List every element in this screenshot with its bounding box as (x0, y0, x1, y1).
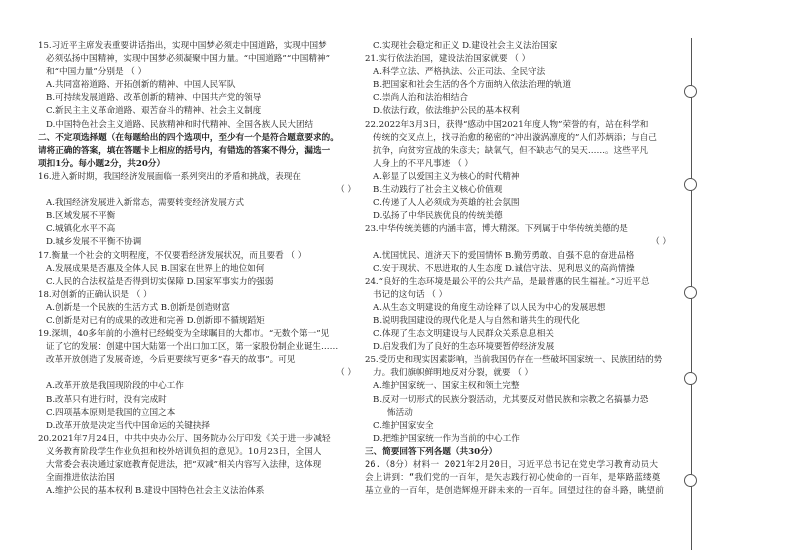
option-line: C.人民的合法权益是否得到切实保障 D.国家军事实力的强弱 (46, 276, 274, 287)
option-line: A.从生态文明建设的角度生动诠释了以人民为中心的发展思想 (373, 302, 606, 313)
option-line: C.四项基本原则是我国的立国之本 (46, 407, 176, 418)
option-line: D.依法行政，依法维护公民的基本权利 (373, 106, 520, 117)
binding-hole-icon (684, 85, 697, 98)
text-line: 26.（8分）材料一 2021年2月20日，习近平总书记在党史学习教育动员大 (365, 460, 659, 470)
text-line: 18.对创新的正确认识是 （ ） (38, 289, 152, 300)
option-line: D.把维护国家统一作为当前的中心工作 (373, 433, 520, 444)
binding-hole-icon (684, 372, 697, 385)
option-line: D.启发我们为了良好的生态环境要暂停经济发展 (373, 342, 555, 353)
option-line: A.创新是一个民族的生活方式 B.创新是创造财富 (46, 302, 230, 313)
option-line: A.改革开放是我国现阶段的中心工作 (46, 381, 184, 392)
option-line: C.实现社会稳定和正义 D.建设社会主义法治国家 (373, 41, 558, 51)
left-column (38, 40, 370, 498)
option-line: D.城乡发展不平衡不协调 (46, 237, 142, 248)
text-line: 义务教育阶段学生作业负担和校外培训负担的意见》。10月23日，全国人 (46, 446, 322, 457)
text-line: 21.实行依法治国，建设法治国家就要 （ ） (365, 54, 531, 65)
option-line: A.忧国忧民、道济天下的爱国情怀 B.勤劳勇敢、自强不息的奋进品格 (373, 250, 635, 261)
option-line: B.反对一切形式的民族分裂活动，尤其要反对借民族和宗教之名搞暴力恐 (373, 394, 649, 405)
section-heading: 请将正确的答案，填在答题卡上相应的括号内，有错选的答案不得分，漏选一 (38, 145, 331, 156)
text-line: 25.受历史和现实因素影响，当前我国仍存在一些破坏国家统一、民族团结的势 (365, 355, 663, 366)
option-line: D.中国特色社会主义道路、民族精神和时代精神、全国各族人民大团结 (46, 119, 314, 130)
text-line: 改革开放创造了发展奇迹，今后更要续写更多“春天的故事”。可见 (46, 355, 296, 366)
option-line: D.弘扬了中华民族优良的传统美德 (373, 211, 503, 222)
option-line: B.改革只有进行时，没有完成时 (46, 394, 167, 405)
option-line: C.城镇化水平不高 (46, 224, 116, 235)
option-line: C.体现了生态文明建设与人民群众关系息息相关 (373, 329, 554, 340)
text-line: 基立业的一百年，是创造辉煌开辟未来的一百年。回望过往的奋斗路，眺望前 (365, 486, 664, 497)
answer-bracket: （ ） (336, 185, 356, 196)
option-line: B.说明我国建设的现代化是人与自然和谐共生的现代化 (373, 315, 580, 326)
option-line: C.创新是对已有的成果的改进和完善 D.创新即不循规蹈矩 (46, 315, 265, 326)
option-line: C.维护国家安全 (373, 420, 434, 431)
text-line: 书记的这句话 （ ） (373, 289, 448, 300)
text-line: 和“中国力量”分别是 （ ） (46, 67, 147, 78)
binding-hole-icon (684, 474, 697, 487)
option-line: A.发展成果是否惠及全体人民 B.国家在世界上的地位如何 (46, 263, 265, 274)
text-line: 大常委会表决通过家庭教育促进法，把“双减”相关内容写入法律，这体现 (46, 460, 322, 470)
text-line: 23.中华传统美德的内涵丰富，博大精深。下列属于中华传统美德的是 (365, 224, 628, 235)
text-line: 力。我们旗帜鲜明地反对分裂，就要 （ ） (373, 368, 534, 379)
text-line: 全面推进依法治国 (46, 473, 115, 484)
text-line: 人身上的不平凡事迹 （ ） (373, 158, 473, 169)
option-line: A.维护国家统一、国家主权和领土完整 (373, 381, 520, 392)
option-line: A.维护公民的基本权利 B.建设中国特色社会主义法治体系 (46, 486, 265, 497)
answer-bracket: （ ） (336, 368, 356, 379)
option-line: D.改革开放是决定当代中国命运的关键抉择 (46, 420, 211, 431)
option-line: A.共同富裕道路、开拓创新的精神、中国人民军队 (46, 80, 236, 91)
text-line: 15.习近平主席发表重要讲话指出，实现中国梦必须走中国道路，实现中国梦 (38, 41, 327, 51)
option-line: B.可持续发展道路、改革创新的精神、中国共产党的领导 (46, 93, 262, 104)
binding-hole-icon (684, 178, 697, 191)
option-line: B.生动践行了社会主义核心价值观 (373, 185, 503, 196)
answer-bracket: （ ） (651, 237, 671, 248)
option-line: 怖活动 (387, 407, 413, 418)
option-line: C.传递了人人必须成为英雄的社会氛围 (373, 198, 520, 209)
option-line: A.科学立法、严格执法、公正司法、全民守法 (373, 67, 546, 78)
section-heading: 三、简要回答下列各题（共30分） (365, 446, 498, 457)
option-line: C.崇尚人治和法治相结合 (373, 93, 468, 104)
right-column (365, 40, 685, 498)
section-heading: 项扣1分。每小题2分，共20分） (38, 158, 166, 169)
option-line: B.区域发展不平衡 (46, 211, 116, 222)
option-line: A.彰显了以爱国主义为核心的时代精神 (373, 171, 520, 182)
text-line: 会上讲到：“我们党的一百年，是矢志践行初心使命的一百年，是筚路蓝缕奠 (365, 473, 661, 484)
text-line: 必须弘扬中国精神，实现中国梦必须凝聚中国力量。“中国道路”“中国精神” (46, 54, 330, 65)
option-line: C.安于现状、不思进取的人生态度 D.诚信守法、见利思义的高尚情操 (373, 263, 635, 274)
section-heading: 二、不定项选择题（在每题给出的四个选项中，至少有一个是符合题意要求的。 (38, 132, 339, 143)
option-line: B.把国家和社会生活的各个方面纳入依法治理的轨道 (373, 80, 572, 91)
text-line: 抗争，向贫穷宣战的朱彦夫；缺氧气，但不缺志气的吴天……。这些平凡 (373, 145, 649, 156)
text-line: 20.2021年7月24日，中共中央办公厅、国务院办公厅印发《关于进一步减轻 (38, 433, 331, 444)
text-line: 传统的交叉点上，找寻治愈的秘密的“冲出漩涡凛度的”人们苏炳添；与自己 (373, 132, 657, 143)
binding-hole-icon (684, 286, 697, 299)
text-line: 22.2022年3月3日，获得“感动中国2021年度人物”荣誉的有，站在科学和 (365, 119, 649, 130)
option-line: C.新民主主义革命道路、艰苦奋斗的精神、社会主义制度 (46, 106, 262, 117)
option-line: A.我国经济发展进入新常态，需要转变经济发展方式 (46, 198, 245, 209)
text-line: 17.衡量一个社会的文明程度，不仅要看经济发展状况，而且要看 （ ） (38, 250, 307, 261)
text-line: 证了它的发展：创建中国大陆第一个出口加工区，第一家股份制企业诞生…… (46, 342, 339, 353)
text-line: 19.深圳，40多年前的小渔村已经蜕变为全球瞩目的大都市。“无数个第一”见 (38, 329, 330, 340)
text-line: 16.进入新时期，我国经济发展面临一系列突出的矛盾和挑战，表现在 (38, 171, 301, 182)
text-line: 24.“良好的生态环境是最公平的公共产品，是最普惠的民生福祉。”习近平总 (365, 276, 650, 287)
